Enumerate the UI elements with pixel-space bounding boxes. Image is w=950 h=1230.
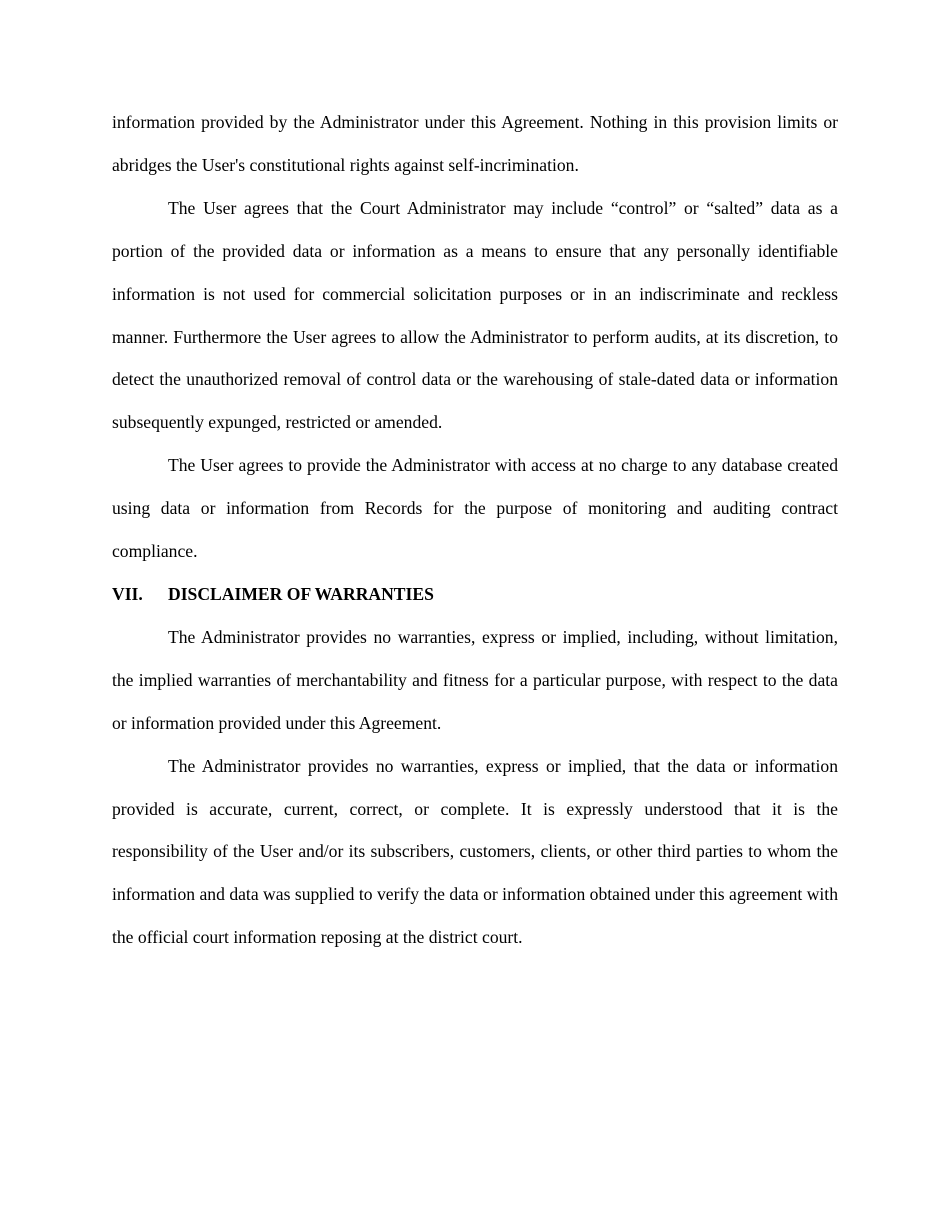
paragraph-warranties: The Administrator provides no warranties, express or implied, including, without limitation, the implied warranties of merchantability and fitness for a particular purpose, with respect to the data or information provided under this Agreement. [112,626,838,733]
paragraph-database-access: The User agrees to provide the Administrator with access at no charge to any database created using data or information from Records for the purpose of monitoring and auditing contract compliance. [112,455,838,562]
paragraph-continuation: information provided by the Administrator under this Agreement. Nothing in this provision limits or abridges the User's constitutional rights against self-incrimination. [112,112,838,175]
section-heading [112,573,838,616]
section-title: DISCLAIMER OF WARRANTIES [168,583,434,604]
paragraph-control-data: The User agrees that the Court Administrator may include “control” or “salted” data as a portion of the provided data or information as a means to ensure that any personally identifiable information is not used for commercial solicitation purposes or in an indiscriminate and reckless manner. Furthermore the User agrees to allow the Administrator to perform audits, at its discretion, to detect the unauthorized removal of control data or the warehousing of stale-dated data or information subsequently expunged, restricted or amended. [112,197,838,433]
paragraph-accuracy: The Administrator provides no warranties, express or implied, that the data or information provided is accurate, current, correct, or complete. It is expressly understood that it is the responsibility of the User and/or its subscribers, customers, clients, or other third parties to whom the information and data was supplied to verify the data or information obtained under this agreement with the official court information reposing at the district court. [112,755,838,948]
section-number: VII. [112,583,143,604]
document-page [112,101,838,959]
